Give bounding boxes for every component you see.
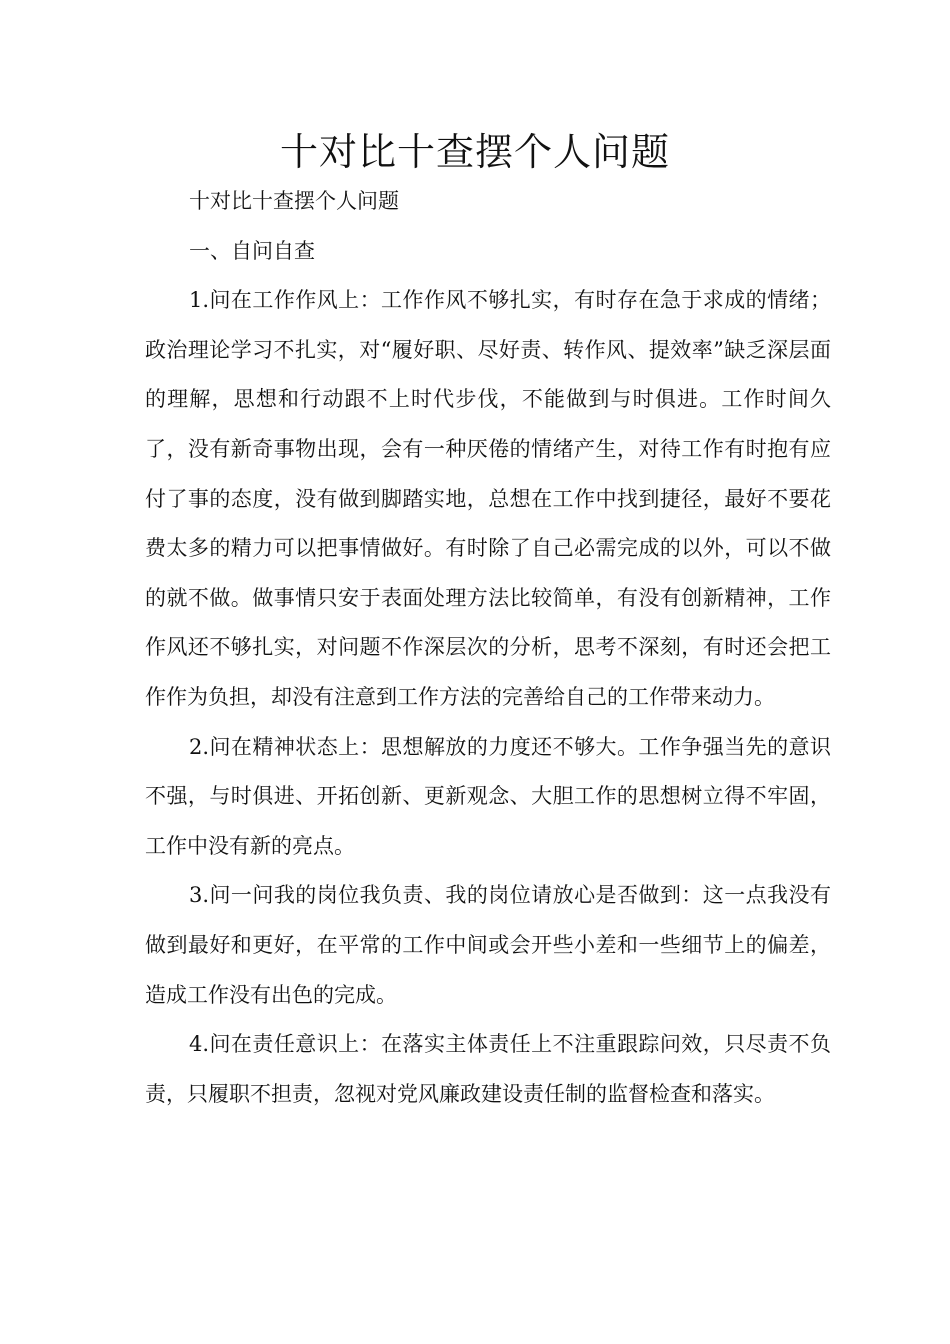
body-paragraph: 4.问在责任意识上：在落实主体责任上不注重跟踪问效，只尽责不负责，只履职不担责，忽视对党风廉政建设责任制的监督检查和落实。	[145, 1032, 831, 1106]
body-paragraph: 2.问在精神状态上：思想解放的力度还不够大。工作争强当先的意识不强，与时俱进、开拓创新、更新观念、大胆工作的思想树立得不牢固，工作中没有新的亮点。	[145, 734, 831, 858]
body-paragraph: 1.问在工作作风上：工作作风不够扎实，有时存在急于求成的情绪；政治理论学习不扎实，对“履好职、尽好责、转作风、提效率”缺乏深层面的理解，思想和行动跟不上时代步伐，不能做到与时俱进。工作时间久了，没有新奇事物出现，会有一种厌倦的情绪产生，对待工作有时抱有应付了事的态度，没有做到脚踏实地，总想在工作中找到捷径，最好不要花费太多的精力可以把事情做好。有时除了自己必需完成的以外，可以不做的就不做。做事情只安于表面处理方法比较简单，有没有创新精神，工作作风还不够扎实，对问题不作深层次的分析，思考不深刻，有时还会把工作作为负担，却没有注意到工作方法的完善给自己的工作带来动力。	[145, 288, 831, 709]
document-title: 十对比十查摆个人问题	[279, 130, 670, 174]
subtitle-paragraph: 十对比十查摆个人问题	[189, 189, 399, 213]
document-body	[145, 177, 831, 1119]
body-paragraph: 3.问一问我的岗位我负责、我的岗位请放心是否做到：这一点我没有做到最好和更好，在平常的工作中间或会开些小差和一些细节上的偏差，造成工作没有出色的完成。	[145, 883, 831, 1007]
section-heading: 一、自问自查	[189, 238, 315, 263]
